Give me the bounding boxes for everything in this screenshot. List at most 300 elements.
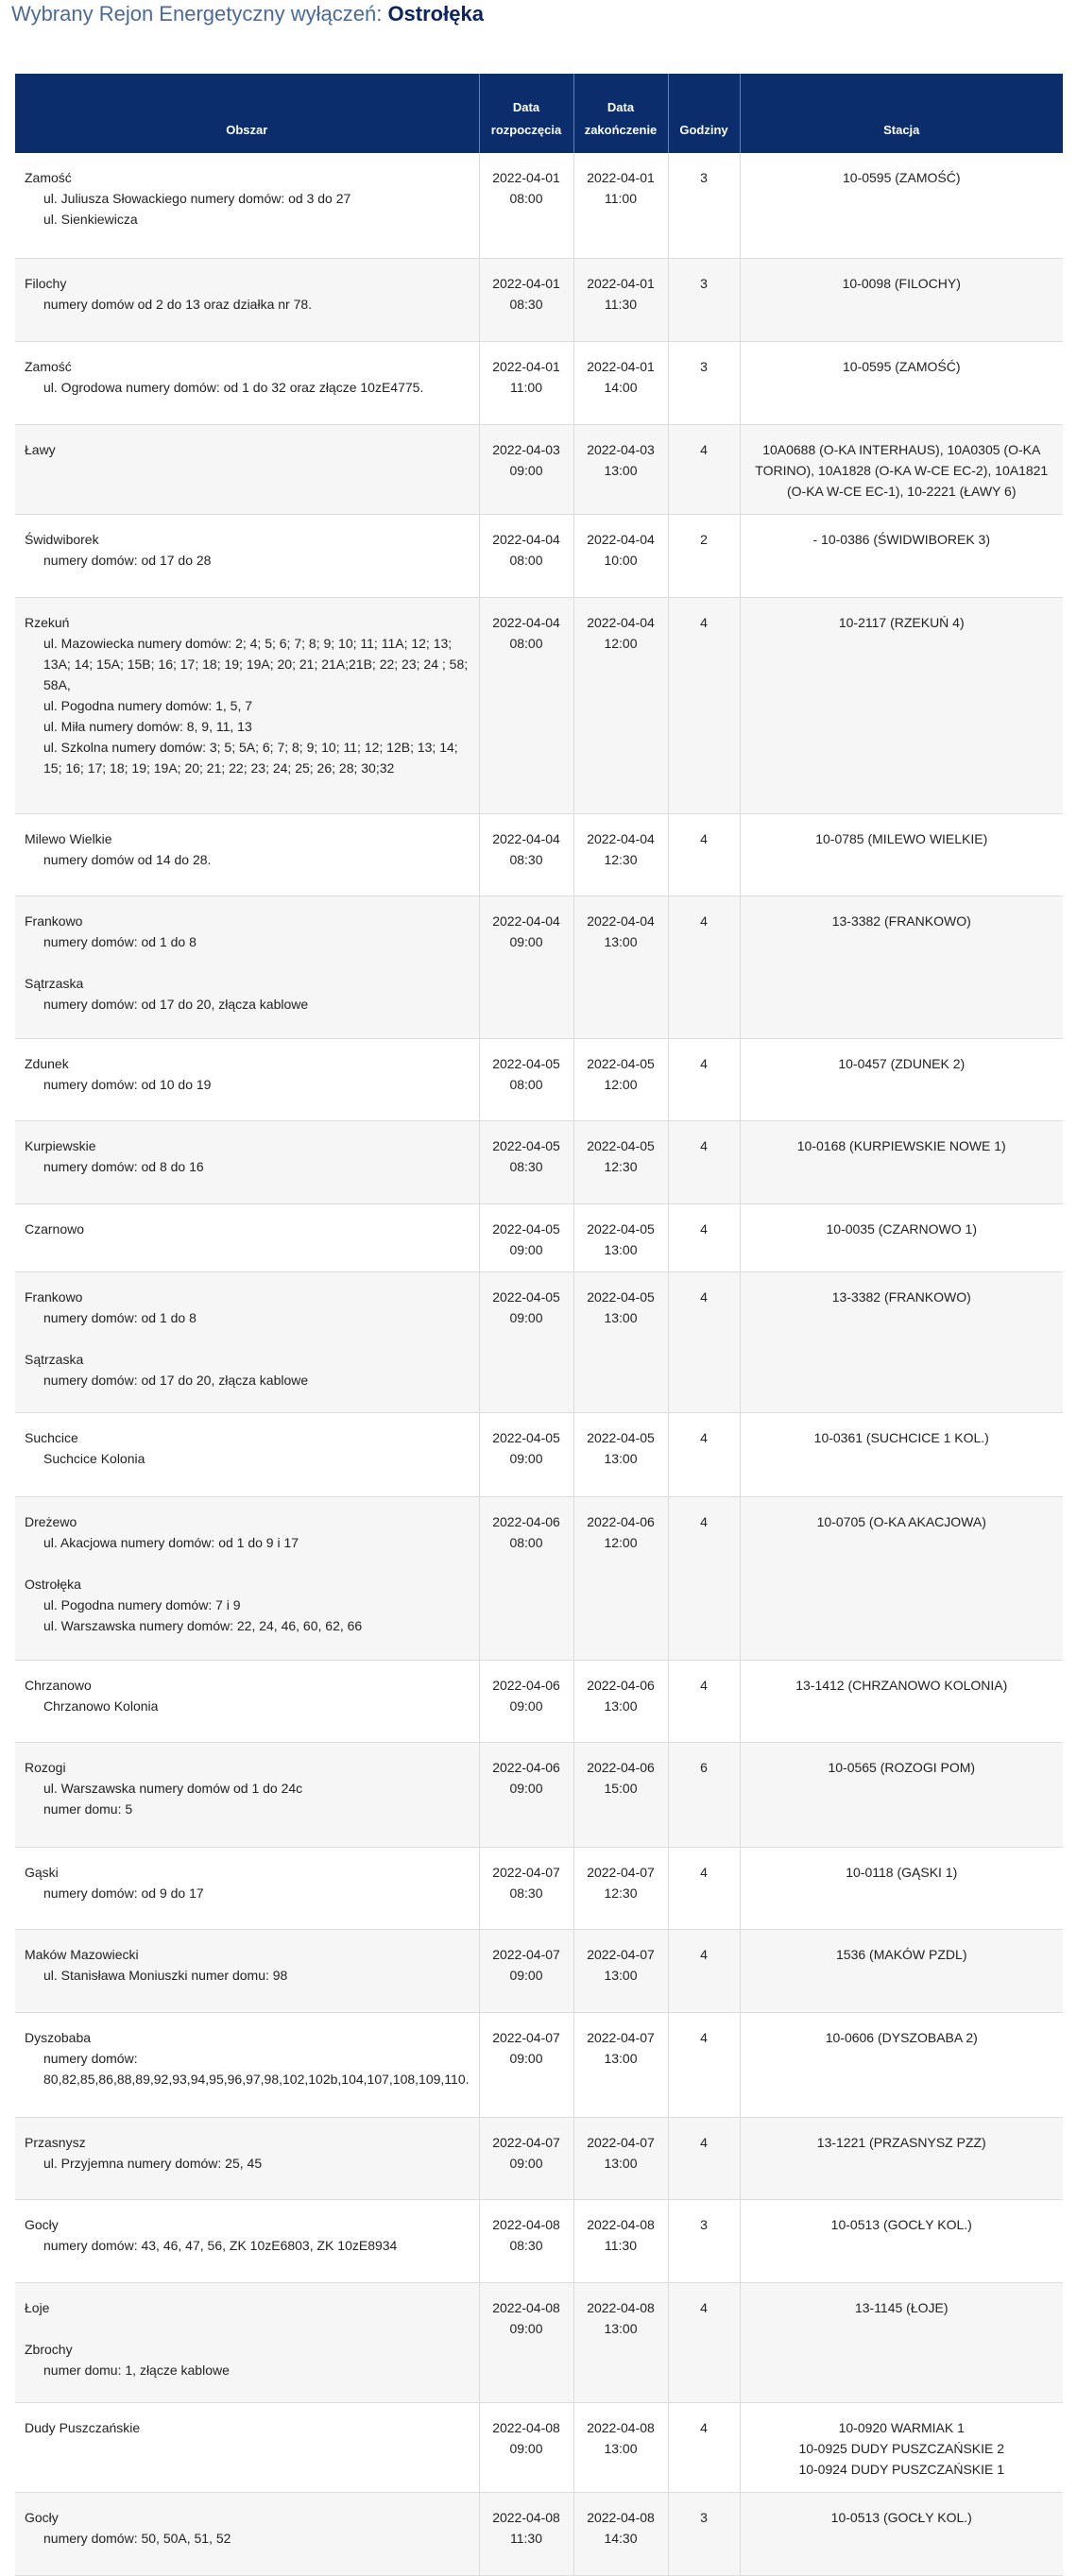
end-date: 2022-04-04	[587, 830, 655, 846]
start-date-cell	[479, 514, 573, 597]
area-name: Kurpiewskie	[25, 1137, 96, 1153]
area-cell	[15, 597, 479, 813]
start-time: 08:00	[509, 635, 543, 651]
header-station: Stacja	[740, 74, 1063, 153]
start-date-cell	[479, 153, 573, 258]
end-time: 15:00	[604, 1780, 638, 1796]
end-date-cell	[573, 1496, 668, 1660]
station-cell	[740, 2402, 1063, 2492]
start-date-cell	[479, 1742, 573, 1847]
area-cell	[15, 2199, 479, 2282]
area-cell	[15, 1038, 479, 1120]
start-date: 2022-04-07	[492, 1946, 560, 1962]
end-date: 2022-04-07	[587, 2029, 655, 2045]
start-date-cell	[479, 2012, 573, 2117]
area-detail: ul. Stanisława Moniuszki numer domu: 98	[43, 1967, 288, 1983]
table-row	[15, 597, 1063, 813]
area-name: Zamość	[25, 170, 72, 185]
end-time: 11:30	[605, 2237, 637, 2253]
end-date: 2022-04-08	[587, 2509, 655, 2525]
end-time: 13:00	[604, 1241, 638, 1257]
start-date: 2022-04-06	[492, 1677, 560, 1693]
end-date-cell	[573, 1203, 668, 1271]
area-cell	[15, 258, 479, 341]
hours-cell: 4	[668, 2117, 740, 2199]
area-detail: numery domów od 14 do 28.	[43, 851, 212, 867]
area-cell	[15, 1496, 479, 1660]
table-row	[15, 1496, 1063, 1660]
area-detail: ul. Akacjowa numery domów: od 1 do 9 i 17	[43, 1534, 299, 1550]
hours-cell: 4	[668, 1203, 740, 1271]
end-date-cell	[573, 597, 668, 813]
start-date: 2022-04-07	[492, 2134, 560, 2150]
end-date: 2022-04-04	[587, 614, 655, 630]
start-date: 2022-04-04	[492, 830, 560, 846]
end-date: 2022-04-07	[587, 1946, 655, 1962]
end-time: 10:00	[604, 552, 638, 568]
area-cell	[15, 2492, 479, 2575]
start-time: 09:00	[509, 1780, 543, 1796]
start-date: 2022-04-03	[492, 441, 560, 457]
end-date-cell	[573, 2402, 668, 2492]
end-date: 2022-04-06	[587, 1759, 655, 1775]
table-row	[15, 1847, 1063, 1929]
area-detail: ul. Miła numery domów: 8, 9, 11, 13	[43, 718, 252, 734]
end-time: 11:00	[605, 191, 637, 206]
area-cell	[15, 896, 479, 1038]
station-cell	[740, 2012, 1063, 2117]
table-row	[15, 2117, 1063, 2199]
end-time: 13:00	[604, 2320, 638, 2336]
end-date-cell	[573, 153, 668, 258]
area-cell	[15, 2117, 479, 2199]
end-time: 12:00	[604, 1534, 638, 1550]
start-date: 2022-04-05	[492, 1220, 560, 1237]
start-date: 2022-04-01	[492, 358, 560, 374]
area-detail: numery domów: od 17 do 20, złącza kablowe	[43, 996, 309, 1012]
end-date-cell	[573, 896, 668, 1038]
start-date: 2022-04-04	[492, 913, 560, 929]
end-time: 13:00	[604, 1697, 638, 1714]
hours-cell: 3	[668, 341, 740, 424]
end-time: 11:30	[605, 296, 637, 312]
end-time: 13:00	[604, 1309, 638, 1325]
area-name: Dreżewo	[25, 1513, 77, 1529]
table-row	[15, 2282, 1063, 2402]
start-date-cell	[479, 424, 573, 514]
area-name: Przasnysz	[25, 2134, 86, 2150]
station-entry: 10-0595 (ZAMOŚĆ)	[843, 358, 961, 374]
area-detail: ul. Ogrodowa numery domów: od 1 do 32 oraz złącze 10zE4775.	[43, 379, 424, 395]
station-entry: 10-0361 (SUCHCICE 1 KOL.)	[813, 1429, 989, 1445]
start-date: 2022-04-05	[492, 1288, 560, 1305]
area-detail: ul. Juliusza Słowackiego numery domów: od 3 do 27	[43, 191, 351, 206]
end-date: 2022-04-05	[587, 1137, 655, 1153]
area-name: Dyszobaba	[25, 2029, 92, 2045]
start-date-cell	[479, 1203, 573, 1271]
station-cell	[740, 2117, 1063, 2199]
start-time: 09:00	[509, 1450, 543, 1466]
area-name: Czarnowo	[25, 1220, 85, 1237]
start-time: 09:00	[509, 933, 543, 949]
hours-cell: 4	[668, 1847, 740, 1929]
table-row	[15, 2492, 1063, 2575]
start-time: 08:30	[509, 296, 543, 312]
area-detail: ul. Warszawska numery domów od 1 do 24c	[43, 1780, 303, 1796]
station-cell	[740, 813, 1063, 896]
table-header-row	[15, 74, 1063, 153]
area-name: Frankowo	[25, 913, 83, 929]
station-cell	[740, 2492, 1063, 2575]
end-time: 12:30	[604, 851, 638, 867]
hours-cell: 4	[668, 1660, 740, 1742]
area-detail: ul. Mazowiecka numery domów: 2; 4; 5; 6; 7; 8; 9; 10; 11; 11A; 12; 13; 13A; 14; 15A; 15B; 16; 17; 18; 19; 19A; 20; 21; 21A;21B; 22; 23; 24 ; 58; 58A,	[43, 635, 469, 692]
start-time: 08:00	[509, 191, 543, 206]
start-time: 08:00	[509, 552, 543, 568]
area-detail: numery domów: od 17 do 20, złącza kablowe	[43, 1372, 309, 1388]
station-cell	[740, 1271, 1063, 1412]
table-body	[15, 153, 1063, 2575]
end-time: 12:00	[604, 1076, 638, 1092]
hours-cell: 2	[668, 514, 740, 597]
area-cell	[15, 813, 479, 896]
end-date-cell	[573, 2282, 668, 2402]
end-time: 13:00	[604, 2155, 638, 2171]
area-name: Sątrzaska	[25, 975, 84, 991]
start-date: 2022-04-07	[492, 1864, 560, 1880]
station-entry: 10-0595 (ZAMOŚĆ)	[843, 170, 961, 185]
start-time: 08:00	[509, 1534, 543, 1550]
area-name: Ławy	[25, 441, 56, 457]
station-cell	[740, 153, 1063, 258]
start-time: 09:00	[509, 1241, 543, 1257]
start-date-cell	[479, 1038, 573, 1120]
station-cell	[740, 1203, 1063, 1271]
station-entry: 10-0925 DUDY PUSZCZAŃSKIE 2	[798, 2440, 1005, 2456]
hours-cell: 4	[668, 2282, 740, 2402]
end-date: 2022-04-04	[587, 531, 655, 547]
start-date-cell	[479, 258, 573, 341]
start-time: 09:00	[509, 2050, 543, 2066]
start-date: 2022-04-04	[492, 531, 560, 547]
end-time: 13:00	[604, 1967, 638, 1983]
start-date-cell	[479, 2282, 573, 2402]
area-name: Rozogi	[25, 1759, 66, 1775]
end-date-cell	[573, 1742, 668, 1847]
area-cell	[15, 1929, 479, 2012]
station-entry: 10-0565 (ROZOGI POM)	[828, 1759, 976, 1775]
area-name: Filochy	[25, 275, 67, 291]
station-cell	[740, 1660, 1063, 1742]
station-cell	[740, 1038, 1063, 1120]
station-entry: 10-0920 WARMIAK 1	[838, 2419, 965, 2435]
end-date-cell	[573, 1660, 668, 1742]
start-date: 2022-04-07	[492, 2029, 560, 2045]
area-name: Frankowo	[25, 1288, 83, 1305]
end-time: 13:00	[604, 2440, 638, 2456]
hours-cell: 4	[668, 424, 740, 514]
group-spacer	[25, 1328, 470, 1349]
table-row	[15, 2012, 1063, 2117]
area-detail: numery domów: od 1 do 8	[43, 933, 197, 949]
area-name: Gocły	[25, 2216, 59, 2232]
station-entry: 13-1221 (PRZASNYSZ PZZ)	[816, 2134, 986, 2150]
page-title-region: Ostrołęka	[387, 2, 484, 26]
station-cell	[740, 1929, 1063, 2012]
end-date: 2022-04-05	[587, 1288, 655, 1305]
header-hours: Godziny	[668, 74, 740, 153]
start-time: 09:00	[509, 1967, 543, 1983]
station-entry: 13-1145 (ŁOJE)	[854, 2299, 949, 2315]
area-name: Zdunek	[25, 1055, 69, 1071]
station-entry: 10-0785 (MILEWO WIELKIE)	[815, 830, 988, 846]
hours-cell: 4	[668, 2012, 740, 2117]
area-cell	[15, 341, 479, 424]
table-row	[15, 1271, 1063, 1412]
area-name: Łoje	[25, 2299, 50, 2315]
station-entry: 10-0705 (O-KA AKACJOWA)	[816, 1513, 986, 1529]
end-date-cell	[573, 258, 668, 341]
end-date: 2022-04-01	[587, 275, 655, 291]
start-date: 2022-04-01	[492, 275, 560, 291]
page-title-prefix: Wybrany Rejon Energetyczny wyłączeń:	[11, 2, 383, 26]
end-date-cell	[573, 2117, 668, 2199]
end-date-cell	[573, 2492, 668, 2575]
area-name: Dudy Puszczańskie	[25, 2419, 141, 2435]
station-entry: 10-2117 (RZEKUŃ 4)	[838, 614, 965, 630]
hours-cell: 4	[668, 1412, 740, 1496]
hours-cell: 3	[668, 258, 740, 341]
start-date: 2022-04-06	[492, 1513, 560, 1529]
station-cell	[740, 1120, 1063, 1203]
hours-cell: 4	[668, 597, 740, 813]
area-name: Ostrołęka	[25, 1576, 81, 1592]
start-time: 08:30	[509, 2237, 543, 2253]
station-entry: 10-0457 (ZDUNEK 2)	[838, 1055, 966, 1071]
hours-cell: 4	[668, 1271, 740, 1412]
area-name: Chrzanowo	[25, 1677, 92, 1693]
end-time: 12:00	[604, 635, 638, 651]
end-time: 12:30	[604, 1158, 638, 1174]
hours-cell: 4	[668, 2402, 740, 2492]
start-date: 2022-04-08	[492, 2509, 560, 2525]
end-date: 2022-04-08	[587, 2419, 655, 2435]
station-cell	[740, 258, 1063, 341]
end-date: 2022-04-06	[587, 1677, 655, 1693]
area-cell	[15, 1120, 479, 1203]
station-cell	[740, 1742, 1063, 1847]
area-cell	[15, 153, 479, 258]
end-date: 2022-04-05	[587, 1220, 655, 1237]
start-time: 08:30	[509, 1158, 543, 1174]
start-date: 2022-04-05	[492, 1055, 560, 1071]
end-time: 14:30	[604, 2530, 638, 2546]
station-cell	[740, 424, 1063, 514]
area-name: Gocły	[25, 2509, 59, 2525]
end-time: 13:00	[604, 462, 638, 478]
area-detail: numer domu: 1, złącze kablowe	[43, 2362, 230, 2378]
end-date-cell	[573, 2012, 668, 2117]
start-time: 08:00	[509, 1076, 543, 1092]
area-detail: ul. Szkolna numery domów: 3; 5; 5A; 6; 7; 8; 9; 10; 11; 12; 12B; 13; 14; 15; 16; 17; 18; 19; 19A; 20; 21; 22; 23; 24; 25; 26; 28; 30;32	[43, 739, 458, 776]
station-cell	[740, 1412, 1063, 1496]
table-row	[15, 1120, 1063, 1203]
table-row	[15, 1203, 1063, 1271]
start-date-cell	[479, 1412, 573, 1496]
area-name: Gąski	[25, 1864, 59, 1880]
area-detail: ul. Pogodna numery domów: 1, 5, 7	[43, 697, 253, 713]
start-date-cell	[479, 2402, 573, 2492]
area-detail: numery domów: od 17 do 28	[43, 552, 212, 568]
area-name: Suchcice	[25, 1429, 78, 1445]
end-date-cell	[573, 1038, 668, 1120]
area-cell	[15, 1412, 479, 1496]
hours-cell: 4	[668, 813, 740, 896]
start-date-cell	[479, 813, 573, 896]
table-row	[15, 1660, 1063, 1742]
start-date: 2022-04-06	[492, 1759, 560, 1775]
start-date-cell	[479, 2492, 573, 2575]
end-date-cell	[573, 424, 668, 514]
station-cell	[740, 1496, 1063, 1660]
table-row	[15, 1742, 1063, 1847]
header-area: Obszar	[15, 74, 479, 153]
area-cell	[15, 2012, 479, 2117]
table-header	[15, 74, 1063, 153]
start-time: 09:00	[509, 2320, 543, 2336]
table-row	[15, 514, 1063, 597]
station-cell	[740, 341, 1063, 424]
area-detail: numery domów: 50, 50A, 51, 52	[43, 2530, 231, 2546]
start-date-cell	[479, 1496, 573, 1660]
station-entry: 10-0098 (FILOCHY)	[842, 275, 961, 291]
hours-cell: 4	[668, 896, 740, 1038]
table-row	[15, 2402, 1063, 2492]
end-time: 12:30	[604, 1885, 638, 1901]
start-date-cell	[479, 1120, 573, 1203]
start-time: 09:00	[509, 1697, 543, 1714]
start-date-cell	[479, 1847, 573, 1929]
end-time: 13:00	[604, 933, 638, 949]
area-detail: numery domów: od 9 do 17	[43, 1885, 204, 1901]
start-time: 11:00	[510, 379, 542, 395]
start-date: 2022-04-08	[492, 2419, 560, 2435]
area-cell	[15, 1203, 479, 1271]
station-entry: 10-0035 (CZARNOWO 1)	[826, 1220, 977, 1237]
group-spacer	[25, 1553, 470, 1574]
area-name: Rzekuń	[25, 614, 70, 630]
group-spacer	[25, 952, 470, 973]
hours-cell: 4	[668, 1929, 740, 2012]
end-date-cell	[573, 514, 668, 597]
area-cell	[15, 424, 479, 514]
end-date: 2022-04-03	[587, 441, 655, 457]
station-cell	[740, 2199, 1063, 2282]
table-row	[15, 424, 1063, 514]
area-name: Zamość	[25, 358, 72, 374]
table-row	[15, 258, 1063, 341]
hours-cell: 4	[668, 1038, 740, 1120]
table-row	[15, 153, 1063, 258]
end-date: 2022-04-01	[587, 170, 655, 185]
area-cell	[15, 2402, 479, 2492]
start-date-cell	[479, 1929, 573, 2012]
area-name: Maków Mazowiecki	[25, 1946, 139, 1962]
area-cell	[15, 1742, 479, 1847]
hours-cell: 4	[668, 1120, 740, 1203]
station-entry: 10-0924 DUDY PUSZCZAŃSKIE 1	[798, 2461, 1005, 2477]
hours-cell: 4	[668, 1496, 740, 1660]
end-date: 2022-04-04	[587, 913, 655, 929]
start-date-cell	[479, 896, 573, 1038]
group-spacer	[25, 2318, 470, 2339]
end-date-cell	[573, 1120, 668, 1203]
start-time: 08:30	[509, 851, 543, 867]
end-date-cell	[573, 1929, 668, 2012]
station-cell	[740, 514, 1063, 597]
end-date-cell	[573, 1271, 668, 1412]
area-cell	[15, 1847, 479, 1929]
station-cell	[740, 2282, 1063, 2402]
area-name: Świdwiborek	[25, 531, 99, 547]
area-name: Zbrochy	[25, 2341, 73, 2357]
hours-cell: 6	[668, 1742, 740, 1847]
table-row	[15, 896, 1063, 1038]
end-date: 2022-04-08	[587, 2299, 655, 2315]
station-cell	[740, 597, 1063, 813]
start-date: 2022-04-05	[492, 1429, 560, 1445]
end-date: 2022-04-07	[587, 1864, 655, 1880]
station-cell	[740, 1847, 1063, 1929]
hours-cell: 3	[668, 153, 740, 258]
station-entry: 10-0513 (GOCŁY KOL.)	[830, 2509, 972, 2525]
station-entry: 10A0688 (O-KA INTERHAUS), 10A0305 (O-KA TORINO), 10A1828 (O-KA W-CE EC-2), 10A1821 (O-KA W-CE EC-1), 10-2221 (ŁAWY 6)	[755, 441, 1049, 499]
table-row	[15, 2199, 1063, 2282]
end-date: 2022-04-07	[587, 2134, 655, 2150]
start-date: 2022-04-05	[492, 1137, 560, 1153]
start-date-cell	[479, 1660, 573, 1742]
table-row	[15, 813, 1063, 896]
end-date: 2022-04-08	[587, 2216, 655, 2232]
area-detail: numery domów: 43, 46, 47, 56, ZK 10zE6803, ZK 10zE8934	[43, 2237, 398, 2253]
header-start-date: Data rozpoczęcia	[479, 74, 573, 153]
station-entry: 10-0606 (DYSZOBABA 2)	[825, 2029, 978, 2045]
area-detail: Chrzanowo Kolonia	[43, 1697, 159, 1714]
start-date-cell	[479, 597, 573, 813]
table-row	[15, 1412, 1063, 1496]
start-time: 09:00	[509, 462, 543, 478]
end-time: 13:00	[604, 1450, 638, 1466]
start-date: 2022-04-08	[492, 2299, 560, 2315]
table-row	[15, 341, 1063, 424]
end-date-cell	[573, 813, 668, 896]
area-detail: numery domów: od 10 do 19	[43, 1076, 212, 1092]
start-date: 2022-04-08	[492, 2216, 560, 2232]
table-row	[15, 1038, 1063, 1120]
table-row	[15, 1929, 1063, 2012]
area-detail: Suchcice Kolonia	[43, 1450, 145, 1466]
area-cell	[15, 514, 479, 597]
station-entry: 10-0168 (KURPIEWSKIE NOWE 1)	[796, 1137, 1006, 1153]
area-detail: ul. Warszawska numery domów: 22, 24, 46, 60, 62, 66	[43, 1617, 363, 1633]
start-time: 09:00	[509, 2155, 543, 2171]
end-date: 2022-04-01	[587, 358, 655, 374]
header-end-date: Data zakończenie	[573, 74, 668, 153]
area-cell	[15, 1660, 479, 1742]
hours-cell: 3	[668, 2492, 740, 2575]
area-detail: numery domów: od 1 do 8	[43, 1309, 197, 1325]
area-cell	[15, 1271, 479, 1412]
